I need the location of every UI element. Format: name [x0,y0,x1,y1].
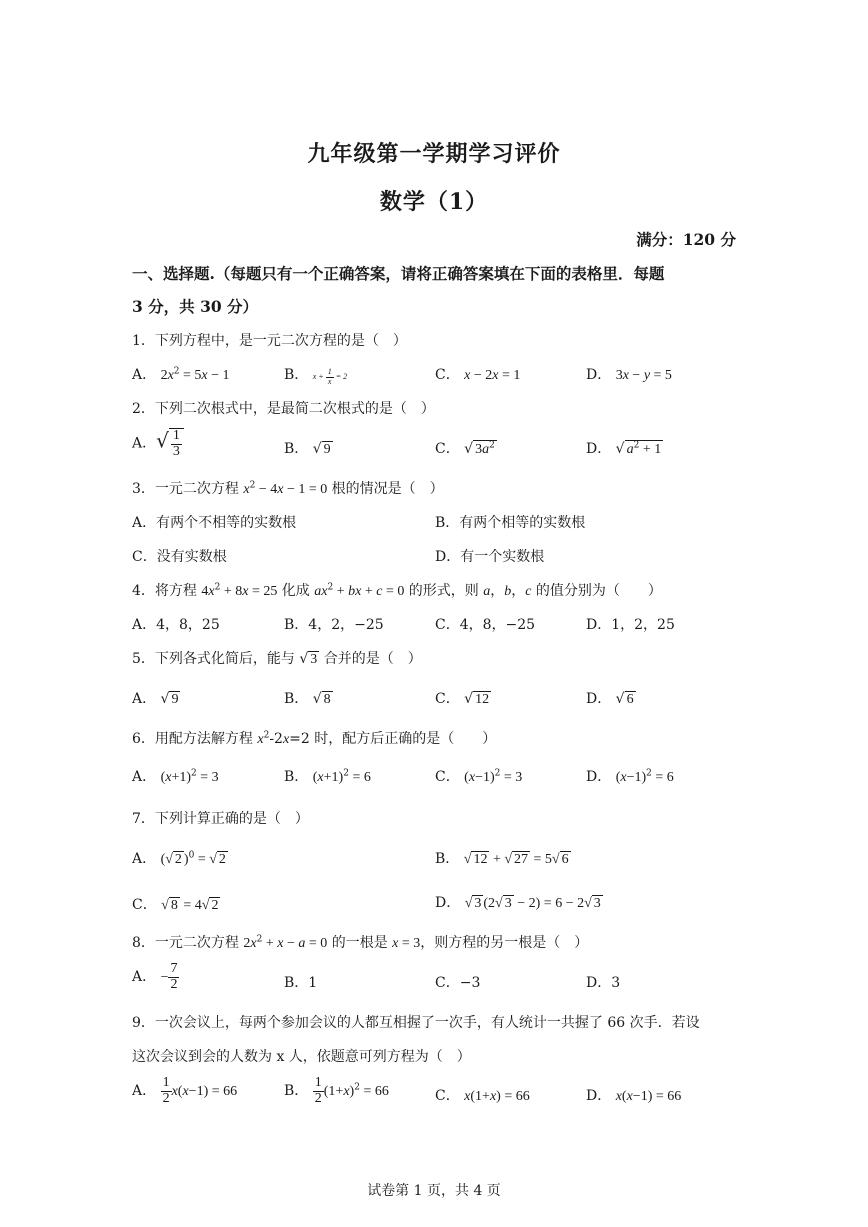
question-3-option-c: C．没有实数根 [132,549,227,565]
question-1-option-c: C． x − 2x = 1 [435,367,521,383]
question-8-option-b: B．1 [284,975,318,991]
page-footer: 试卷第 1 页，共 4 页 [367,1183,501,1199]
question-3-option-d: D．有一个实数根 [435,549,545,565]
page-title: 九年级第一学期学习评价 [307,141,561,167]
question-9-option-c: C． x(1+x) = 66 [435,1088,530,1104]
question-7-option-b: B． √ 12 + √ 27 = 5√ 6 [435,851,569,867]
question-2-option-c: C． √ $3a^2$ [435,440,495,457]
question-3-option-b: B．有两个相等的实数根 [435,515,586,531]
full-score: 满分：120 分 [636,230,736,249]
section-heading-line1: 一、选择题.（每题只有一个正确答案，请将正确答案填在下面的表格里．每题 [132,264,665,283]
question-9-option-b: B． $\frac{1}{2}$ $(1+x)^2 = 66$ [284,1075,389,1106]
question-8-option-d: D．3 [586,975,621,991]
question-9-stem-line1: 9．一次会议上，每两个参加会议的人都互相握了一次手，有人统计一共握了 66 次手．若设 [132,1015,700,1031]
question-5-option-b: B． √ 8 [284,691,331,707]
question-1-stem: 1．下列方程中，是一元二次方程的是（ ） [132,333,407,349]
question-7-stem: 7．下列计算正确的是（ ） [132,811,309,827]
question-7-option-d: D． √ 3 (2√ 3 − 2) = 6 − 2√ 3 [435,895,601,911]
question-9-option-d: D． x(x−1) = 66 [586,1088,682,1104]
question-2-option-b: B． √ 9 [284,441,331,457]
question-6-option-a: A． $(x+1)^2 = 3$ [132,768,219,785]
question-5-stem: 5．下列各式化简后，能与 √ 3 合并的是（ ） [132,651,422,667]
question-7-option-c: C． √ 8 = 4√ 2 [132,897,219,913]
question-5-option-c: C． √ 12 [435,691,490,707]
question-5-option-a: A． √ 9 [132,691,179,707]
question-2-option-d: D． √ $a^2 + 1$ [586,440,662,457]
question-6-option-b: B． $(x+1)^2 = 6$ [284,768,371,785]
question-2-option-a: A．√ $\frac{1}{3}$ [132,428,184,459]
question-9-option-a: A． $\frac{1}{2}$ x(x−1) = 66 [132,1075,238,1106]
question-4-option-b: B．4，2，−25 [284,617,384,633]
question-3-option-a: A．有两个不相等的实数根 [132,515,297,531]
question-4-option-d: D．1，2，25 [586,617,675,633]
question-6-option-d: D． $(x-1)^2 = 6$ [586,768,674,785]
page-subtitle: 数学（1） [379,189,489,215]
question-4-option-c: C．4，8，−25 [435,617,536,633]
question-4-stem: 4．将方程 $4x^2 + 8x = 25$ 化成 $ax^2$ + bx + c = 0 的形式，则 a，b，c 的值分别为（ ） [132,582,662,599]
question-6-stem: 6．用配方法解方程 $x^2-2x=2$ 时，配方后正确的是（ ） [132,730,497,747]
question-7-option-a: A． (√ 2 )$^0$ = √ 2 [132,850,226,867]
question-6-option-c: C． $(x-1)^2 = 3$ [435,768,523,785]
question-9-stem-line2: 这次会议到会的人数为 x 人，依题意可列方程为（ ） [132,1049,471,1065]
question-3-stem: 3．一元二次方程 $x^2 - 4x - 1 = 0$ 根的情况是（ ） [132,480,444,497]
question-5-option-d: D． √ 6 [586,691,634,707]
question-8-option-c: C．−3 [435,975,481,991]
question-4-option-a: A．4，8，25 [132,617,220,633]
question-2-stem: 2．下列二次根式中，是最简二次根式的是（ ） [132,401,435,417]
question-1-option-a: A． $2x^2 = 5x - 1$ [132,366,230,383]
question-1-option-d: D． 3x − y = 5 [586,367,672,383]
question-1-option-b: B． x + $\frac{1}{x}$ = 2 [284,367,348,386]
question-8-option-a: A． − $\frac{7}{2}$ [132,961,178,992]
question-8-stem: 8．一元二次方程 $2x^2 + x - a = 0$ 的一根是 x = 3，则方程的另一根是（ ） [132,934,589,951]
section-heading-line2: 3 分，共 30 分） [132,297,259,316]
